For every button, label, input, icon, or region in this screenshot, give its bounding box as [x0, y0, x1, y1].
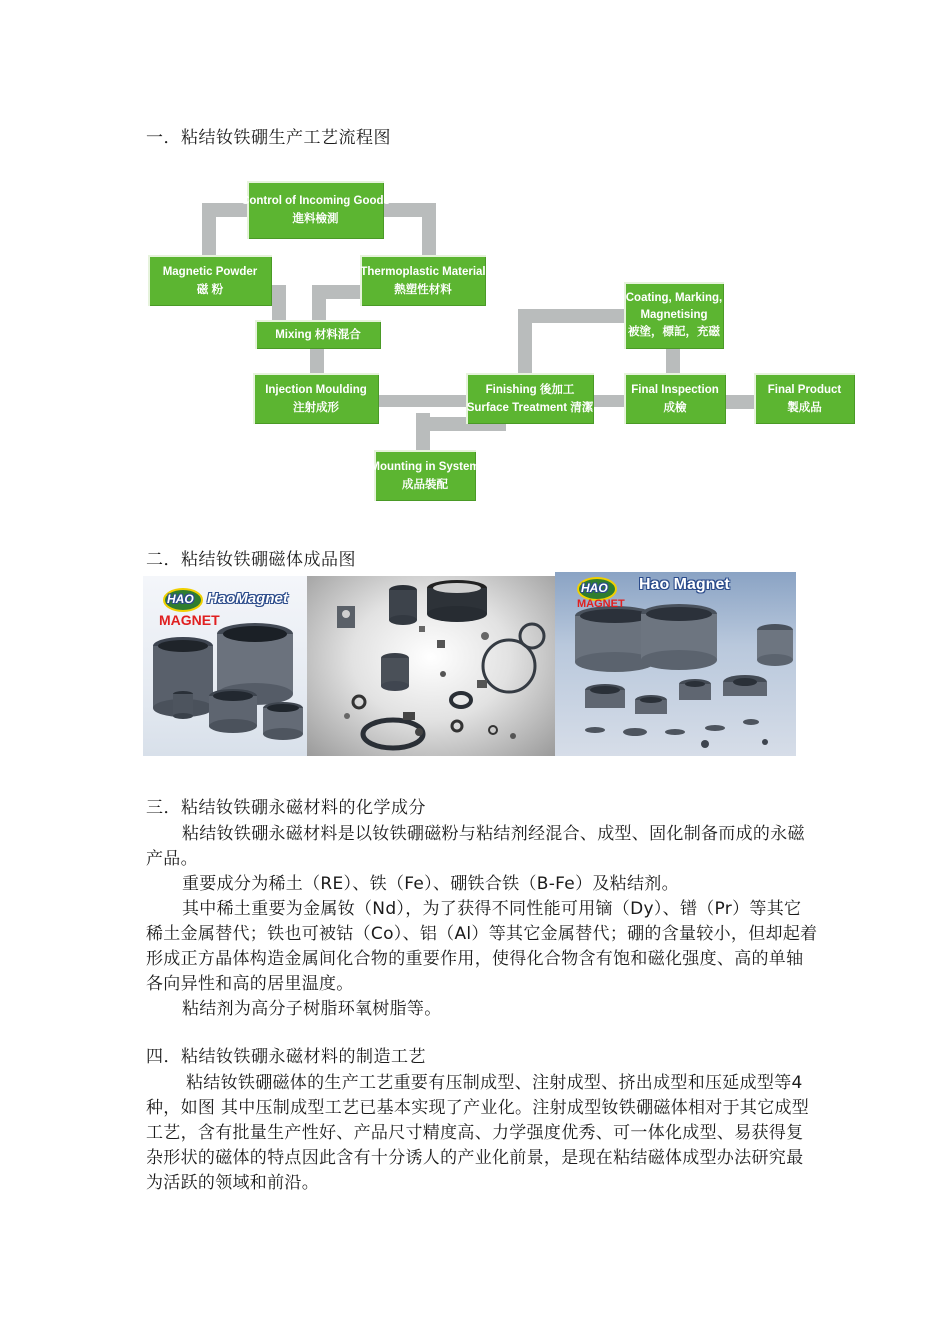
connector — [518, 309, 626, 323]
section-4-heading: 四．粘结钕铁硼永磁材料的制造工艺 — [146, 1047, 426, 1067]
box-final-inspection — [624, 373, 726, 424]
section-1-heading: 一．粘结钕铁硼生产工艺流程图 — [146, 128, 391, 148]
box-label: 被塗，標記，充磁 — [628, 326, 720, 338]
box-label: Injection Moulding — [265, 383, 367, 396]
box-label: Final Inspection — [631, 383, 719, 396]
assorted-magnets-illustration — [307, 576, 555, 756]
magnet-photo-1 — [143, 576, 307, 756]
box-label: 成檢 — [663, 401, 687, 414]
box-label: Thermoplastic Material — [360, 265, 486, 278]
connector — [310, 345, 324, 373]
hao-logo-text: HAO — [167, 592, 194, 606]
box-incoming-goods — [241, 181, 390, 239]
box-label: Mixing 材料混合 — [275, 328, 361, 341]
section-3-paragraph-3: 其中稀土重要为金属钕（Nd），为了获得不同性能可用镝（Dy）、镨（Pr）等其它稀土金属替代；铁也可被钴（Co）、铝（Al）等其它金属替代；硼的含量较小，但却起着形成正方晶体构造金属间化合物的重要作用，使得化合物含有饱和磁化强度、高的单轴各向异性和高的居里温度。 — [146, 899, 818, 994]
box-injection-moulding — [253, 373, 379, 424]
brand-subtitle: MAGNET — [577, 598, 625, 610]
box-finishing — [466, 373, 594, 424]
box-mounting-in-system — [370, 450, 480, 501]
connector — [594, 395, 624, 407]
box-label: Coating, Marking, — [625, 292, 723, 304]
box-label: 磁 粉 — [196, 283, 224, 296]
box-label: Mounting in System — [370, 460, 480, 473]
hao-logo-text: HAO — [581, 581, 608, 595]
connector — [422, 203, 436, 257]
section-3-heading: 三．粘结钕铁硼永磁材料的化学成分 — [146, 798, 426, 818]
magnet-photo-2 — [307, 576, 555, 756]
connector — [726, 395, 754, 409]
box-final-product — [754, 373, 855, 424]
box-label: Surface Treatment 清潔 — [466, 401, 594, 414]
box-label: Final Product — [767, 383, 842, 396]
section-3-paragraph-2: 重要成分为稀土（RE）、铁（Fe）、硼铁合铁（B-Fe）及粘结剂。 — [182, 874, 679, 894]
section-3-paragraph-4: 粘结剂为高分子树脂环氧树脂等。 — [182, 999, 442, 1019]
box-label: 製成品 — [787, 401, 822, 414]
box-thermoplastic-material — [360, 255, 486, 306]
box-mixing — [255, 320, 381, 349]
box-label: Finishing 後加工 — [485, 383, 575, 396]
brand-name: Hao Magnet — [639, 576, 730, 593]
box-label: Magnetising — [640, 309, 708, 321]
box-label: Magnetic Powder — [162, 265, 258, 278]
section-2-heading: 二．粘结钕铁硼磁体成品图 — [146, 550, 356, 570]
box-label: 熱塑性材料 — [394, 283, 452, 296]
connector — [202, 203, 216, 257]
process-flow-chart — [140, 175, 860, 505]
brand-subtitle: MAGNET — [159, 612, 220, 628]
connector — [312, 285, 362, 299]
box-coating-marking — [624, 282, 724, 349]
box-label: 成品裝配 — [402, 478, 448, 491]
box-label: 進料檢測 — [292, 213, 339, 225]
connector — [272, 285, 286, 325]
box-label: Control of Incoming Goods — [241, 195, 390, 207]
section-3-paragraph-1: 粘结钕铁硼永磁材料是以钕铁硼磁粉与粘结剂经混合、成型、固化制备而成的永磁产品。 — [146, 824, 805, 869]
magnet-photo-3 — [555, 572, 796, 756]
box-label: 注射成形 — [293, 401, 339, 414]
section-4-paragraph-1: 粘结钕铁硼磁体的生产工艺重要有压制成型、注射成型、挤出成型和压延成型等4种，如图 其中压制成型工艺已基本实现了产业化。注射成型钕铁硼磁体相对于其它成型工艺，含有批量生产性好、产品尺寸精度高、力学强度优秀、可一体化成型、易获得复杂形状的磁体的特点因此含有十分诱人的产业化前景，是现在粘结磁体成型办法研究最为活跃的领域和前沿。 — [146, 1073, 810, 1193]
box-magnetic-powder — [148, 255, 272, 306]
brand-name: HaoMagnet — [207, 590, 288, 607]
